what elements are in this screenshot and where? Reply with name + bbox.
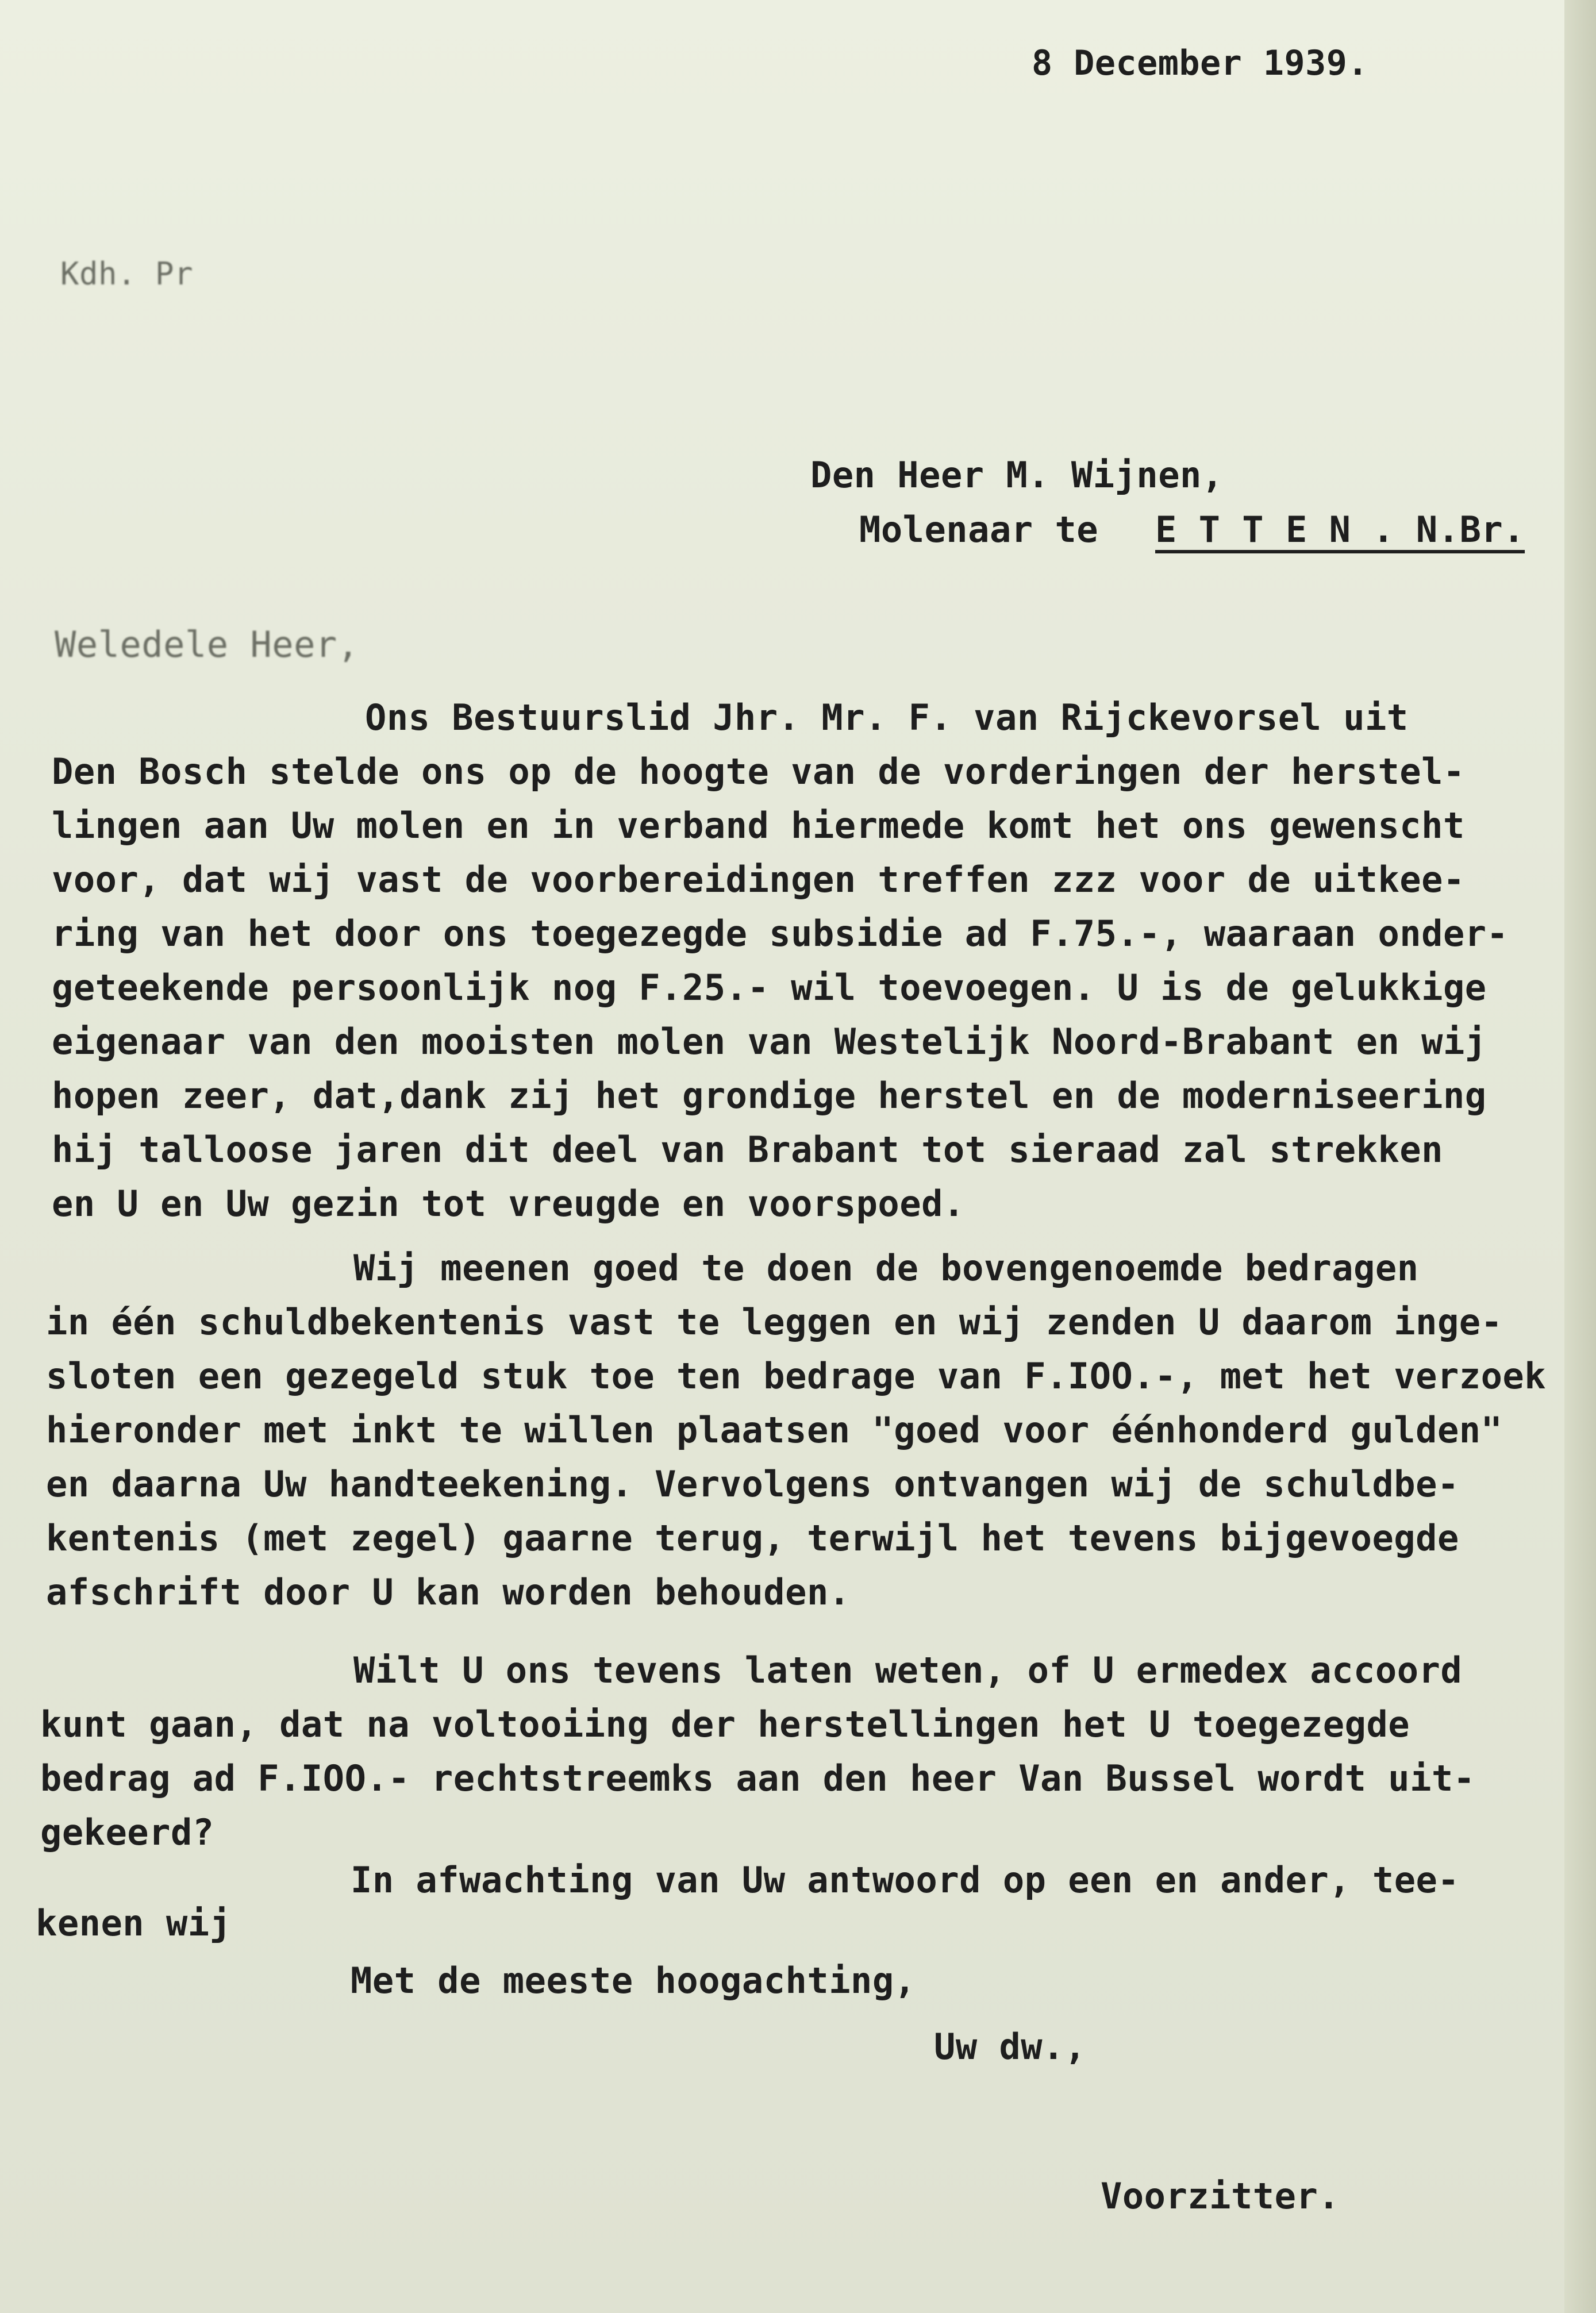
body-line: In afwachting van Uw antwoord op een en ander, tee- [351,1859,1460,1901]
body-line: ring van het door ons toegezegde subsidie ad F.75.-, waaraan onder- [52,913,1509,955]
body-line: sloten een gezegeld stuk toe ten bedrage van F.IOO.-, met het verzoek [46,1355,1547,1397]
body-line: Den Bosch stelde ons op de hoogte van de vorderingen der herstel- [52,751,1465,792]
address-line-2-place: E T T E N . N.Br. [1155,509,1525,551]
body-line: hieronder met inkt te willen plaatsen "goed voor éénhonderd gulden" [46,1409,1503,1451]
body-line: kunt gaan, dat na voltooiing der herstellingen het U toegezegde [40,1703,1410,1745]
body-line: kenen wij [36,1902,232,1944]
body-line: en U en Uw gezin tot vreugde en voorspoed. [52,1183,965,1225]
body-line: Wij meenen goed te doen de bovengenoemde bedragen [353,1247,1419,1289]
reference-mark: Kdh. Pr [60,256,194,292]
address-line-2-prefix: Molenaar te [859,509,1099,551]
salutation: Weledele Heer, [55,624,359,665]
body-line: eigenaar van den mooisten molen van Westelijk Noord-Brabant en wij [52,1021,1487,1063]
letter-date: 8 December 1939. [1032,43,1368,83]
sign-off: Uw dw., [934,2026,1086,2068]
body-line: geteekende persoonlijk nog F.25.- wil toevoegen. U is de gelukkige [52,967,1487,1009]
body-line: lingen aan Uw molen en in verband hiermede komt het ons gewenscht [52,805,1465,846]
body-line: hopen zeer, dat,dank zij het grondige herstel en de moderniseering [52,1075,1487,1117]
body-line: kentenis (met zegel) gaarne terug, terwijl het tevens bijgevoegde [46,1517,1459,1559]
body-line: voor, dat wij vast de voorbereidingen treffen zzz voor de uitkee- [52,859,1465,900]
body-line: gekeerd? [40,1811,214,1853]
body-line: in één schuldbekentenis vast te leggen en wij zenden U daarom inge- [46,1301,1503,1343]
body-line: Ons Bestuurslid Jhr. Mr. F. van Rijckevorsel uit [365,696,1409,738]
body-line: afschrift door U kan worden behouden. [46,1571,851,1613]
page-edge [1564,0,1596,2313]
signature-title: Voorzitter. [1101,2175,1340,2217]
closing: Met de meeste hoogachting, [351,1960,916,2002]
body-line: Wilt U ons tevens laten weten, of U ermedex accoord [353,1649,1463,1691]
body-line: hij talloose jaren dit deel van Brabant tot sieraad zal strekken [52,1129,1443,1171]
body-line: bedrag ad F.IOO.- rechtstreemks aan den heer Van Bussel wordt uit- [40,1757,1475,1799]
address-line-1: Den Heer M. Wijnen, [810,454,1224,496]
body-line: en daarna Uw handteekening. Vervolgens ontvangen wij de schuldbe- [46,1463,1459,1505]
